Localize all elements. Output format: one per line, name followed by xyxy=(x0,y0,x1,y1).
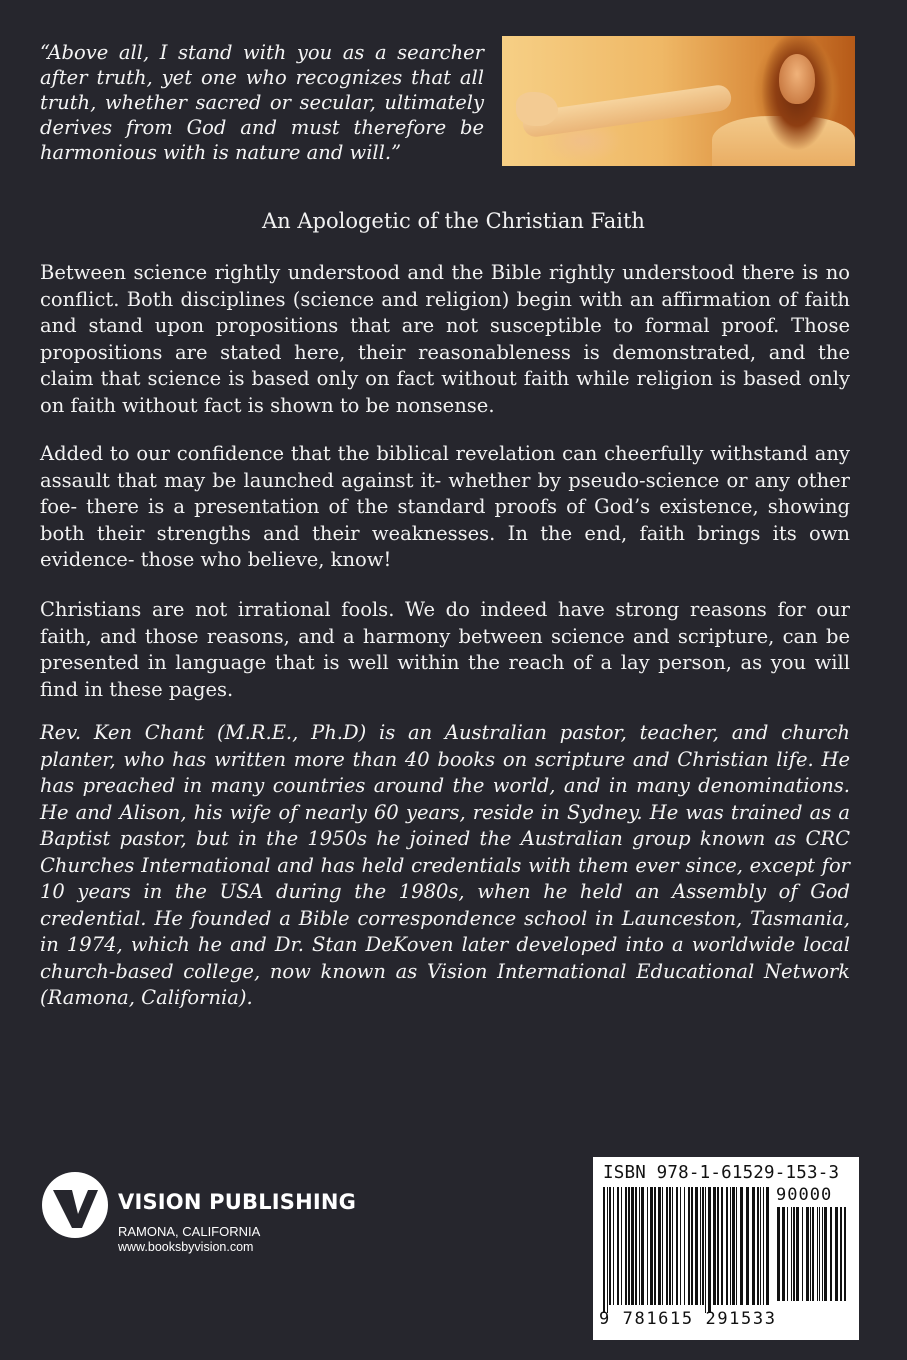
publisher-name: VISION PUBLISHING xyxy=(118,1190,357,1214)
barcode-bars xyxy=(603,1187,771,1313)
addon-barcode-bars xyxy=(777,1207,847,1309)
description-paragraph-2: Added to our confidence that the biblical revelation can cheerfully withstand any assault that may be launched against it- whether by pseudo-science or any other foe- there is a presentation of the standard proofs of God’s existence, showing both their strengths and their weaknesses. In the end, faith brings its own evidence- those who believe, know! xyxy=(40,442,850,571)
vision-publishing-logo-icon xyxy=(40,1170,110,1240)
description-paragraph-1: Between science rightly understood and the Bible rightly understood there is no conflict. Both disciplines (science and religion) begin with an affirmation of faith and stand upon propositions that are not susceptible to formal proof. Those propositions are stated here, their reasonableness is demonstrated, and the claim that science is based only on fact without faith while religion is based only on faith without fact is shown to be nonsense. xyxy=(40,261,850,417)
publisher-url: www.booksbyvision.com xyxy=(118,1240,254,1254)
publisher-city: RAMONA, CALIFORNIA xyxy=(118,1224,261,1239)
book-subtitle: An Apologetic of the Christian Faith xyxy=(262,209,645,233)
cover-quote: “Above all, I stand with you as a searcher after truth, yet one who recognizes that all truth, whether sacred or secular, ultimately derives from God and must therefore be harmonious with is nature and will.” xyxy=(40,41,484,164)
isbn-number: ISBN 978-1-61529-153-3 xyxy=(603,1163,840,1183)
author-bio: Rev. Ken Chant (M.R.E., Ph.D) is an Australian pastor, teacher, and church planter, who has written more than 40 books on scripture and Christian life. He has preached in many countries around the world, and in many denominations. He and Alison, his wife of nearly 60 years, reside in Sydney. He was trained as a Baptist pastor, but in the 1950s he joined the Australian group known as CRC Churches International and has held credentials with them ever since, except for 10 years in the USA during the 1980s, when he held an Assembly of God credential. He founded a Bible correspondence school in Launceston, Tasmania, in 1974, which he and Dr. Stan DeKoven later developed into a worldwide local church-based college, now known as Vision International Educational Network (Ramona, California). xyxy=(40,721,850,1009)
price-code: 90000 xyxy=(776,1185,833,1205)
description-paragraph-3: Christians are not irrational fools. We do indeed have strong reasons for our faith, and those reasons, and a harmony between science and scripture, can be presented in language that is well within the reach of a lay person, as you will find in these pages. xyxy=(40,598,850,701)
cover-illustration xyxy=(502,36,855,166)
isbn-barcode xyxy=(593,1157,859,1340)
ean-digits: 9 781615 291533 xyxy=(599,1309,777,1329)
